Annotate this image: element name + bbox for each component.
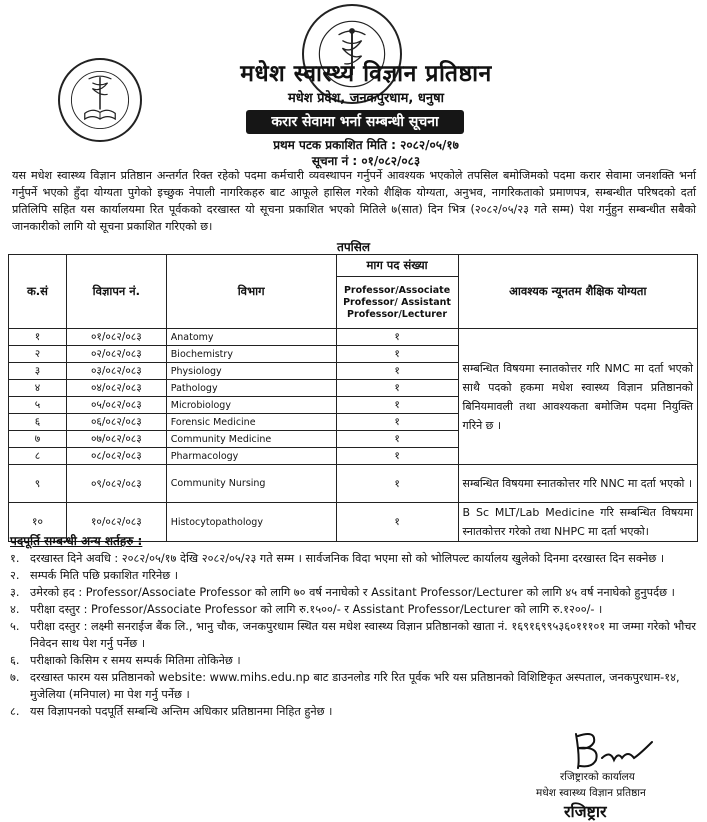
header-department: विभाग <box>166 255 336 329</box>
table-row: ८ ०८/०८२/०८३ Pharmacology १ <box>9 448 698 465</box>
header-demand-sub: Professor/Associate Professor/ Assistant Professor/Lecturer <box>336 277 458 329</box>
qualification-row-9: सम्बन्धित विषयमा स्नातकोत्तर गरि NNC मा दर्ता भएको । <box>458 465 697 503</box>
table-row: ४ ०४/०८२/०८३ Pathology १ <box>9 380 698 397</box>
conditions-heading: पदपूर्ति सम्बन्धी अन्य शर्तहरु : <box>10 534 143 548</box>
intro-paragraph: यस मधेश स्वास्थ्य विज्ञान प्रतिष्ठान अन्तर्गत रिक्त रहेको पदमा कर्मचारी व्यवस्थापन गर्नुपर्ने आवश्यक भएकोले तपसिल बमोजिमको पदमा करार सेवामा जनशक्ति भर्ना गर्नुपर्ने भएको हुँदा योग्यता पुगेको इच्छुक नेपाली नागरिकहरु बाट आफूले हासिल गरेको शैक्षिक योग्यता, अनुभव, नागरिकताको प्रमाणपत्र, सम्बन्धीत परिषदको दर्ता प्रतिलिपि सहित यस कार्यालयमा रित पूर्वकको दरखास्त यो सूचना प्रकाशित भएको मितिले ७(सात) दिन भित्र (२०८२/०५/२३ गते सम्म) पेश गर्नुहुन सम्बन्धीत सबैको जानकारीको लागि यो सूचना प्रकाशित गरिएको छ। <box>12 169 696 233</box>
vacancy-table <box>8 254 698 542</box>
notice-title: करार सेवामा भर्ना सम्बन्धी सूचना <box>246 110 464 134</box>
caduceus-book-icon <box>60 60 140 140</box>
table-row: ३ ०३/०८२/०८३ Physiology १ <box>9 363 698 380</box>
list-item: ४. परीक्षा दस्तुर : Professor/Associate Professor को लागि रु.१५००/- र Assistant Professor/Lecturer को लागि रु.१२००/- । <box>10 603 603 616</box>
publish-date: प्रथम पटक प्रकाशित मिति : २०८२/०५/१७ <box>273 138 459 152</box>
signature-organization: मधेश स्वास्थ्य विज्ञान प्रतिष्ठान <box>536 787 646 799</box>
notice-number: सूचना नं : ०१/०८२/०८३ <box>311 154 421 168</box>
list-item: २. सम्पर्क मिति पछि प्रकाशित गरिनेछ । <box>10 569 179 582</box>
organization-address: मधेश प्रदेश, जनकपुरधाम, धनुषा <box>288 91 444 106</box>
header-sn: क.सं <box>9 255 67 329</box>
signature-office: रजिष्ट्रारको कार्यालय <box>560 771 635 783</box>
qualification-group-1: सम्बन्धित विषयमा स्नातकोत्तर गरि NMC मा दर्ता भएको साथै पदको हकमा मधेश स्वास्थ्य विज्ञान प्रतिष्ठानको बिनियमावली तथा आवश्यकता बमोजिम पदमा नियुक्ति गरिने छ । <box>458 329 697 465</box>
table-row: १ ०१/०८२/०८३ Anatomy १ सम्बन्धित विषयमा स्नातकोत्तर गरि NMC मा दर्ता भएको साथै पदको हकमा मधेश स्वास्थ्य विज्ञान प्रतिष्ठानको बिनियमावली तथा आवश्यकता बमोजिम पदमा नियुक्ति गरिने छ । <box>9 329 698 346</box>
signature-role: रजिष्ट्रार <box>564 802 607 821</box>
table-row: ५ ०५/०८२/०८३ Microbiology १ <box>9 397 698 414</box>
table-row: ६ ०६/०८२/०८३ Forensic Medicine १ <box>9 414 698 431</box>
schedule-label: तपसिल <box>336 240 370 254</box>
table-row: ९ ०९/०८२/०८३ Community Nursing १ सम्बन्धित विषयमा स्नातकोत्तर गरि NNC मा दर्ता भएको । <box>9 465 698 503</box>
table-row: ७ ०७/०८२/०८३ Community Medicine १ <box>9 431 698 448</box>
organization-name: मधेश स्वास्थ्य विज्ञान प्रतिष्ठान <box>240 61 492 87</box>
conditions-list <box>10 550 698 720</box>
list-item: ८. यस विज्ञापनको पदपूर्ति सम्बन्धि अन्तिम अधिकार प्रतिष्ठानमा निहित हुनेछ । <box>10 705 333 718</box>
list-item: ६. परीक्षाको किसिम र समय सम्पर्क मितिमा तोकिनेछ । <box>10 654 241 667</box>
table-row: २ ०२/०८२/०८३ Biochemistry १ <box>9 346 698 363</box>
signature-mark <box>566 728 656 772</box>
list-item: ३. उमेरको हद : Professor/Associate Professor को लागि ७० वर्ष ननाघेको र Assitant Professor/Lecturer को लागि ४५ वर्ष ननाघेको हुनुपर्दछ । <box>10 586 675 599</box>
list-item: ७. दरखास्त फारम यस प्रतिष्ठानको website: www.mihs.edu.np बाट डाउनलोड गरि रित पूर्वक भरि यस प्रतिष्ठानको विशिष्टिकृत अस्पताल, जनकपुरधाम-१४, मुजेलिया (मनिपाल) मा पेश गर्नु पर्नेछ । <box>10 671 680 701</box>
table-row: १० १०/०८२/०८३ Histocytopathology १ B Sc MLT/Lab Medicine गरि सम्बन्धित विषयमा स्नातकोत्तर गरेको तथा NHPC मा दर्ता भएको। <box>9 503 698 542</box>
list-item: ५. परीक्षा दस्तुर : लक्ष्मी सनराईज बैंक लि., भानु चौक, जनकपुरधाम स्थित यस मधेश स्वास्थ्य विज्ञान प्रतिष्ठानको खाता नं. १६९१६९९५३६०१११०१ मा जम्मा गरेको भौचर निवेदन साथ पेश गर्नु पर्नेछ । <box>10 620 697 650</box>
header-demand: माग पद संख्या <box>336 255 458 277</box>
header-qualification: आवश्यक न्यूनतम शैक्षिक योग्यता <box>458 255 697 329</box>
qualification-row-10: B Sc MLT/Lab Medicine गरि सम्बन्धित विषयमा स्नातकोत्तर गरेको तथा NHPC मा दर्ता भएको। <box>458 503 697 542</box>
list-item: १. दरखास्त दिने अवधि : २०८२/०५/१७ देखि २०८२/०५/२३ गते सम्म । सार्वजनिक विदा भएमा सो को भोलिपल्ट कार्यालय खुलेको दिनमा दरखास्त दिन सक्नेछ । <box>10 552 665 565</box>
header-adv-no: विज्ञापन नं. <box>66 255 166 329</box>
institute-emblem <box>58 58 142 142</box>
